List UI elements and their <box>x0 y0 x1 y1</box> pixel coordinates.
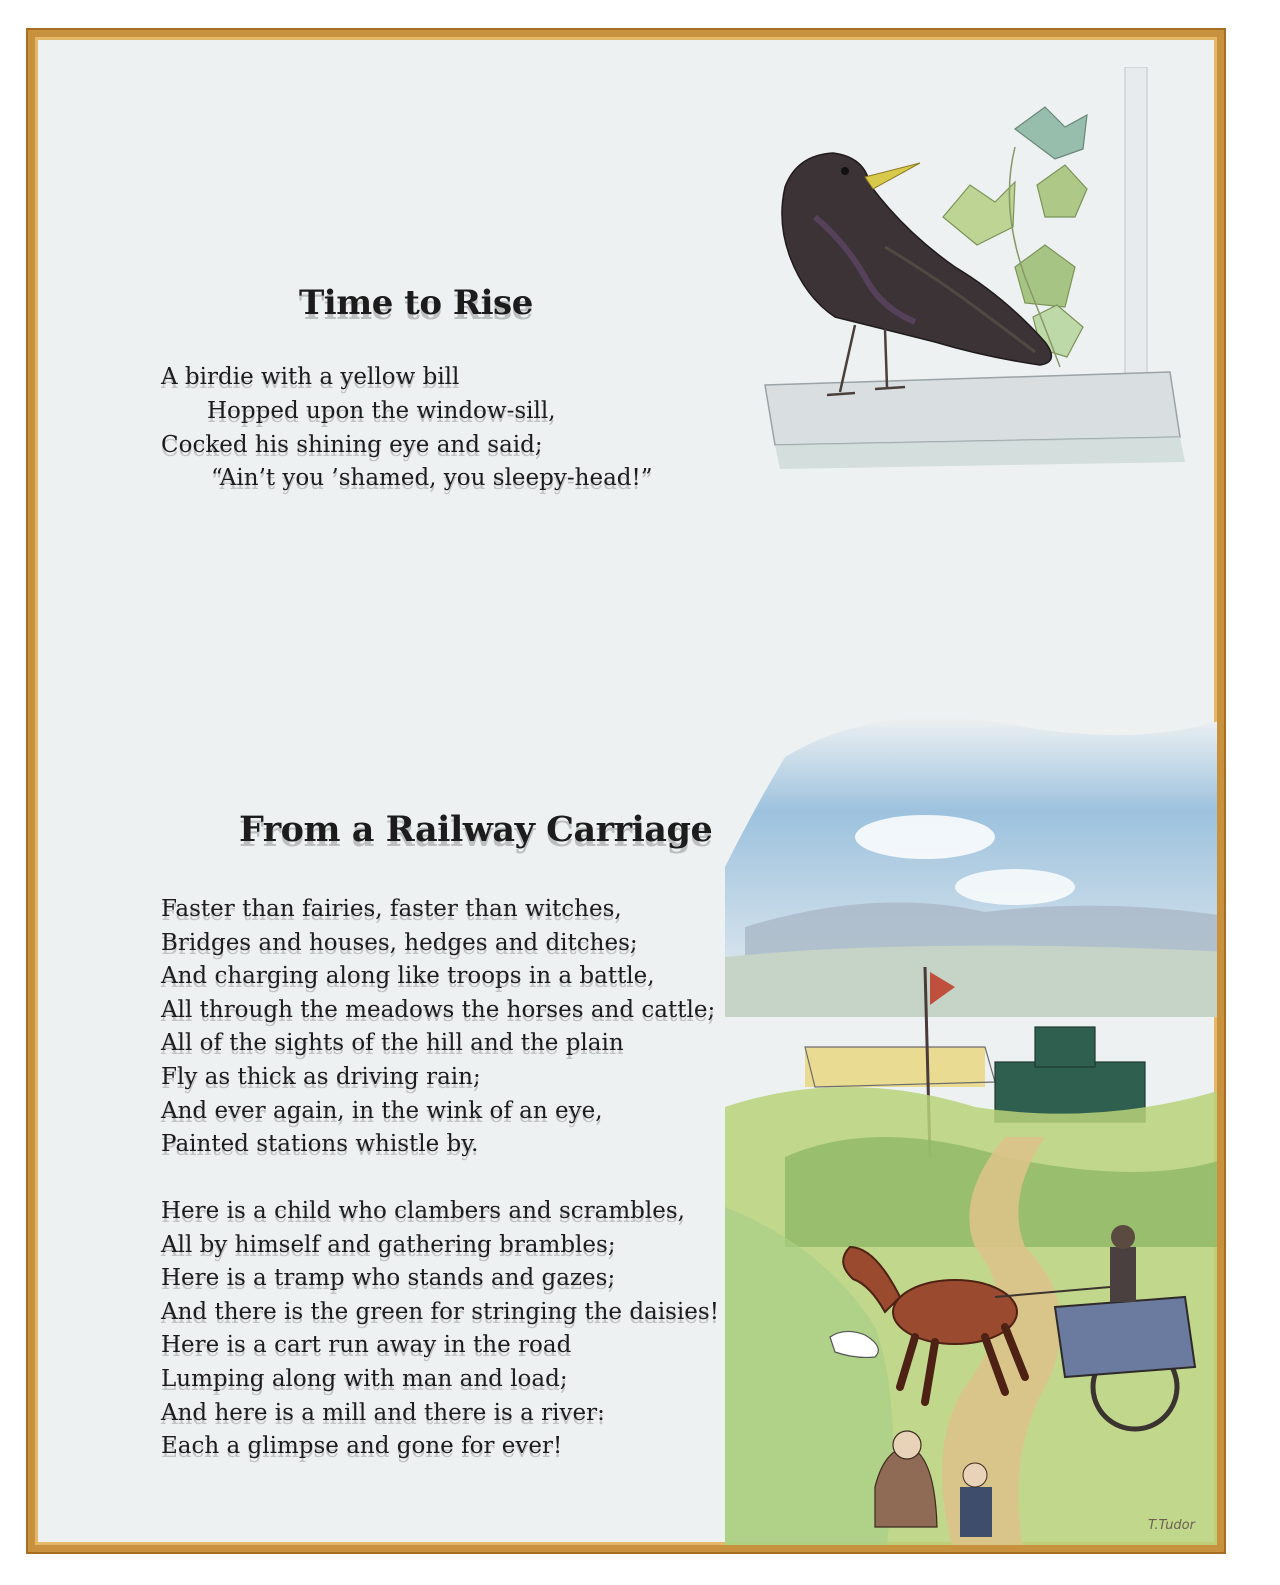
poem-line: All by himself and gathering brambles; <box>161 1231 616 1258</box>
poem-line: Here is a child who clambers and scrambles, <box>161 1198 685 1224</box>
poem-line: Faster than fairies, faster than witches, <box>161 896 622 922</box>
poem-line: All through the meadows the horses and cattle; <box>161 996 716 1023</box>
poem-line: Bridges and houses, hedges and ditches; <box>161 929 638 956</box>
artist-signature: T.Tudor <box>1148 1518 1195 1533</box>
railway-landscape-illustration <box>725 687 1224 1552</box>
poem-line: Here is a tramp who stands and gazes; <box>161 1265 616 1292</box>
poem-line: All of the sights of the hill and the plain <box>161 1030 624 1057</box>
poem-line: And there is the green for stringing the daisies! <box>161 1298 719 1325</box>
poem-line: Here is a cart run away in the road <box>161 1332 572 1359</box>
poem2-stanza-1 <box>161 893 715 1162</box>
poem-line: Cocked his shining eye and said; <box>161 431 543 458</box>
poem-line: Fly as thick as driving rain; <box>161 1063 481 1090</box>
poem-line: And here is a mill and there is a river: <box>161 1399 605 1426</box>
starling-illustration <box>715 67 1215 487</box>
poem-line: And charging along like troops in a battle, <box>161 963 655 990</box>
poem1-body <box>161 361 653 496</box>
poem-line: Lumping along with man and load; <box>161 1365 568 1392</box>
poem-line: Each a glimpse and gone for ever! <box>161 1433 563 1460</box>
poem-line: And ever again, in the wink of an eye, <box>161 1097 603 1124</box>
poem-line: Hopped upon the window-sill, <box>207 397 556 424</box>
poem-line: A birdie with a yellow bill <box>161 364 460 390</box>
poem-line: Painted stations whistle by. <box>161 1131 479 1158</box>
poem-page <box>28 30 1224 1552</box>
poem1-title: Time to Rise <box>299 283 533 323</box>
poem2-stanza-2 <box>161 1195 719 1464</box>
poem2-title: From a Railway Carriage <box>239 809 713 850</box>
poem-line: “Ain’t you ’shamed, you sleepy-head!” <box>211 465 653 492</box>
